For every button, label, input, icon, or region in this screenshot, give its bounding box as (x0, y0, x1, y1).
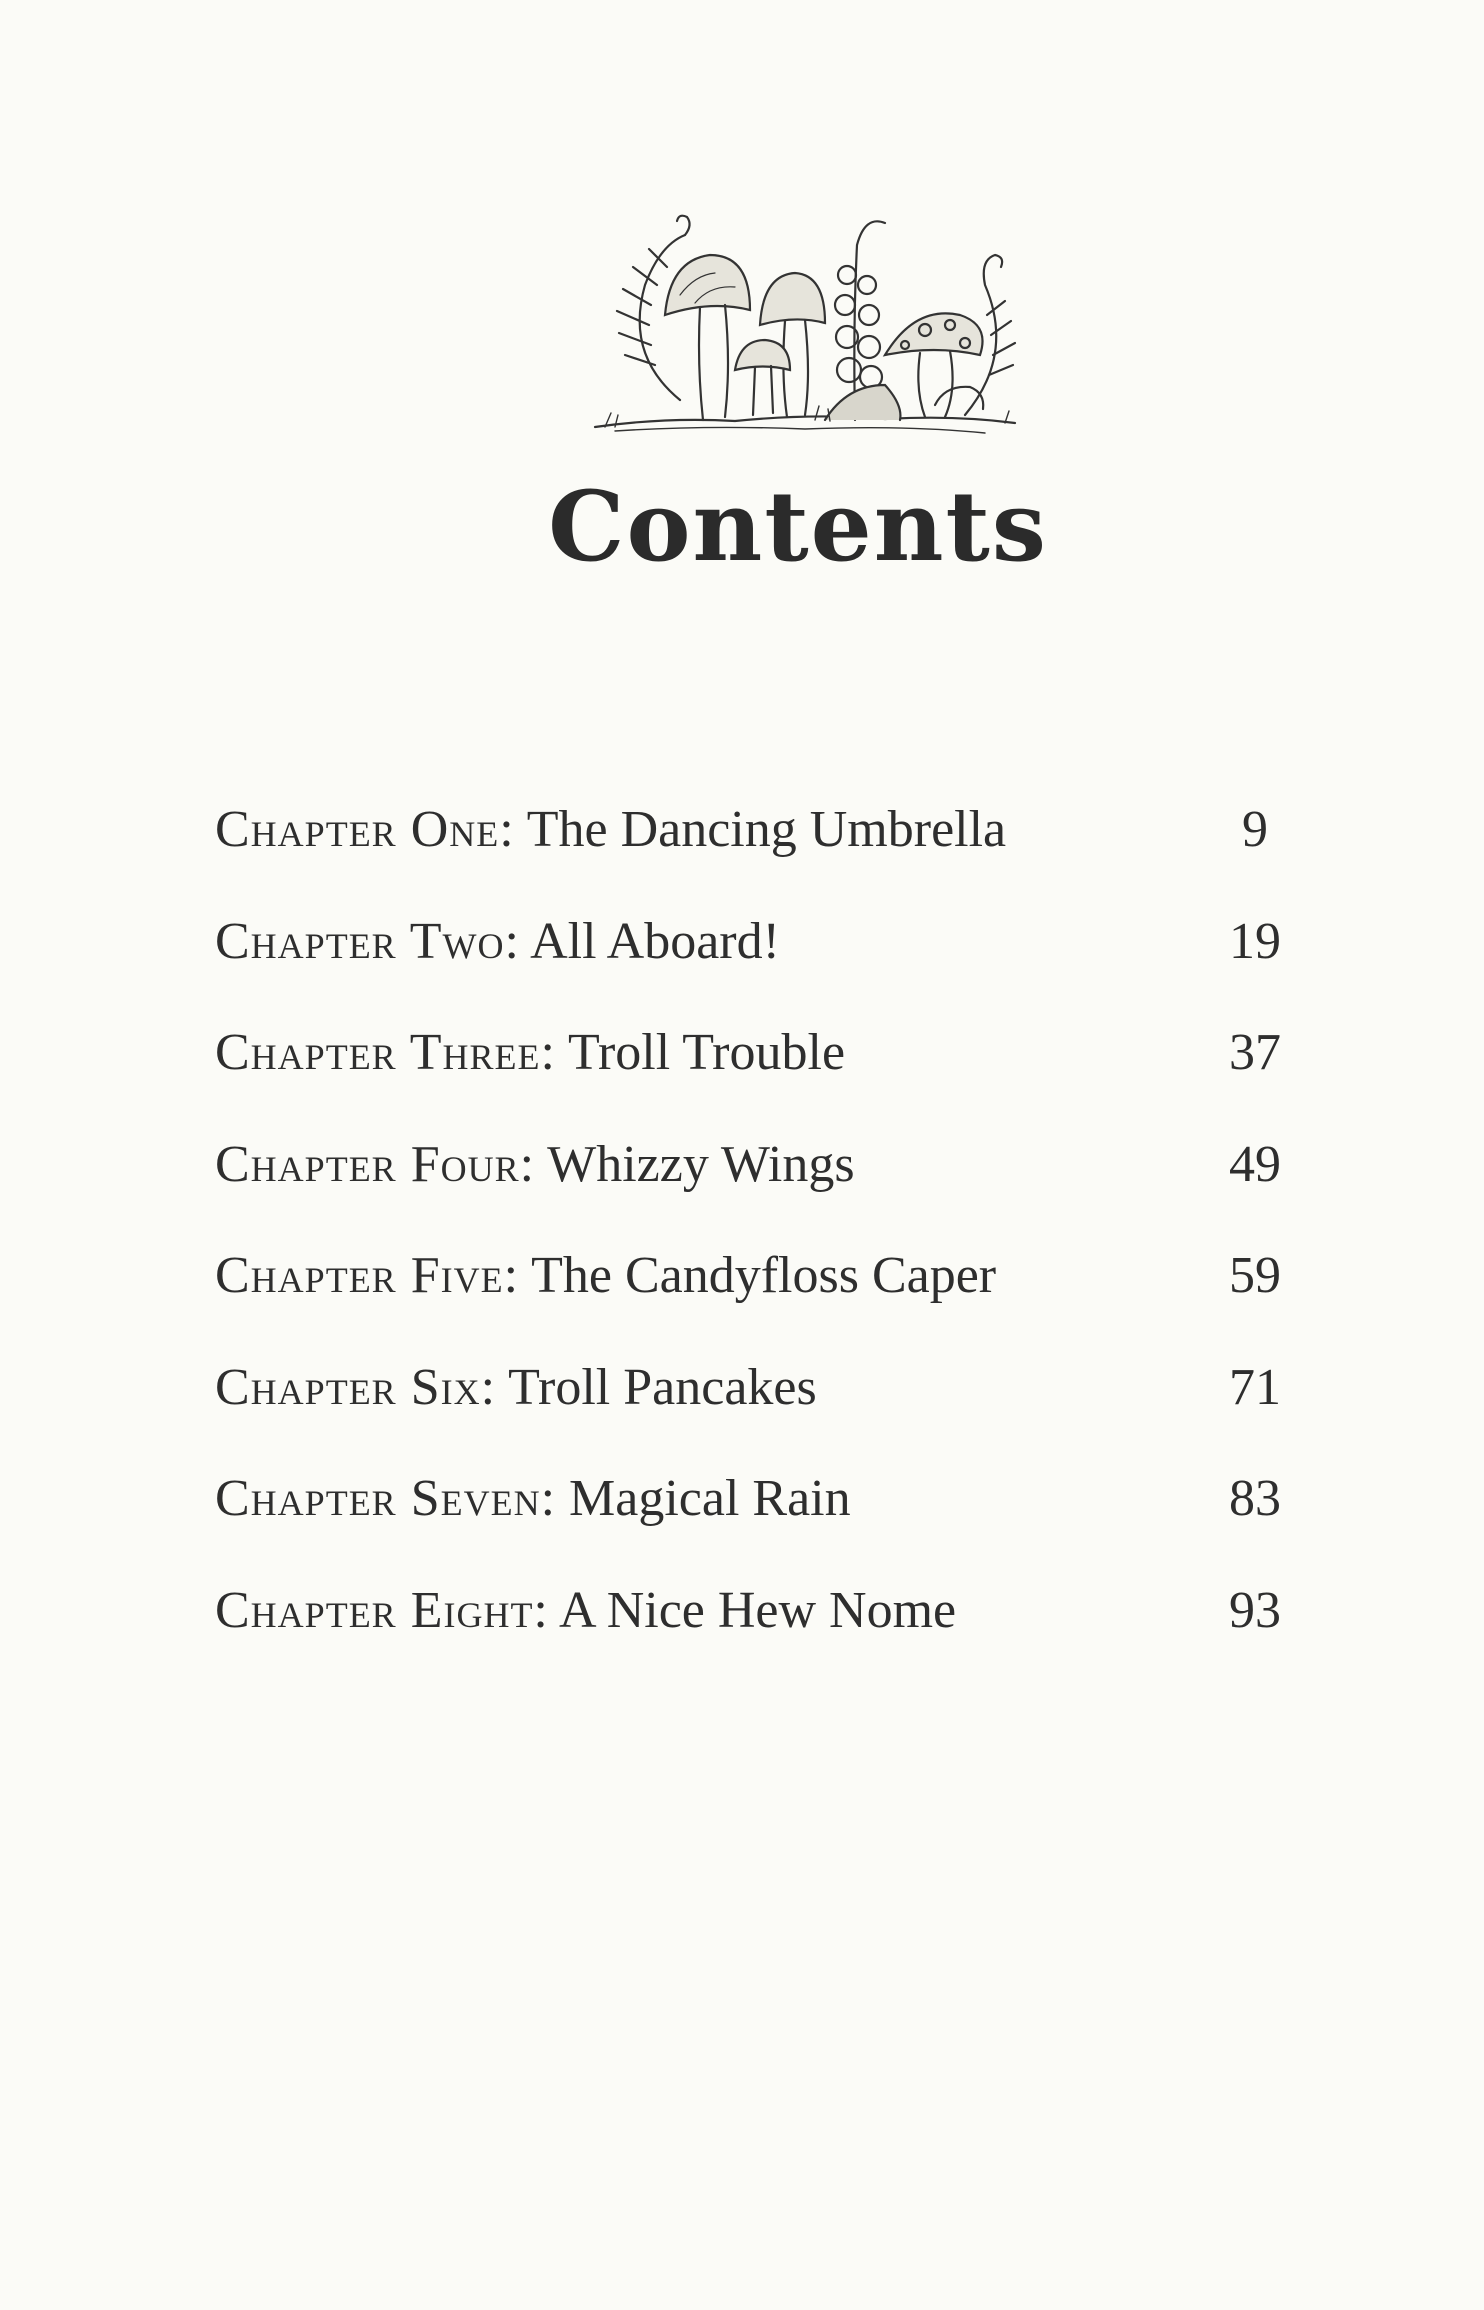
chapter-heading (215, 1581, 956, 1640)
page-title: Contents (548, 470, 1048, 583)
chapter-heading (215, 1469, 851, 1528)
page-number: 83 (1229, 1470, 1281, 1527)
toc-entry (215, 1581, 1315, 1693)
toc-entry (215, 1246, 1315, 1358)
page-number: 19 (1229, 912, 1281, 970)
chapter-heading (215, 1246, 996, 1305)
chapter-heading (215, 1135, 855, 1194)
chapter-title: Troll Trouble (568, 1024, 846, 1081)
chapter-title: All Aboard! (530, 912, 780, 970)
chapter-label: Chapter Five: (215, 1247, 520, 1304)
chapter-label: Chapter Two: (215, 912, 520, 970)
toc-entry (215, 1469, 1315, 1581)
chapter-title: The Dancing Umbrella (526, 801, 1007, 858)
page-number: 9 (1242, 801, 1268, 858)
page-number: 71 (1229, 1358, 1281, 1416)
chapter-title: Magical Rain (569, 1470, 851, 1527)
chapter-title: Troll Pancakes (508, 1358, 817, 1416)
toc-entry (215, 912, 1315, 1024)
mushrooms-ferns-illustration (585, 205, 1025, 445)
page-number: 59 (1229, 1247, 1281, 1304)
chapter-heading (215, 1023, 845, 1082)
chapter-title: A Nice Hew Nome (559, 1581, 957, 1639)
page-number: 93 (1229, 1581, 1281, 1639)
chapter-label: Chapter Three: (215, 1024, 556, 1081)
chapter-label: Chapter Four: (215, 1135, 536, 1193)
toc-entry (215, 1135, 1315, 1247)
chapter-heading (215, 800, 1006, 859)
chapter-heading (215, 912, 780, 971)
page-number: 37 (1229, 1024, 1281, 1081)
toc-entry (215, 800, 1315, 912)
table-of-contents (215, 800, 1315, 1692)
chapter-title: The Candyfloss Caper (531, 1247, 997, 1304)
chapter-title: Whizzy Wings (547, 1135, 855, 1193)
chapter-label: Chapter Six: (215, 1358, 497, 1416)
toc-entry (215, 1358, 1315, 1470)
toc-entry (215, 1023, 1315, 1135)
chapter-label: Chapter Eight: (215, 1581, 549, 1639)
chapter-label: Chapter One: (215, 801, 515, 858)
chapter-label: Chapter Seven: (215, 1470, 557, 1527)
page-number: 49 (1229, 1135, 1281, 1193)
chapter-heading (215, 1358, 817, 1417)
